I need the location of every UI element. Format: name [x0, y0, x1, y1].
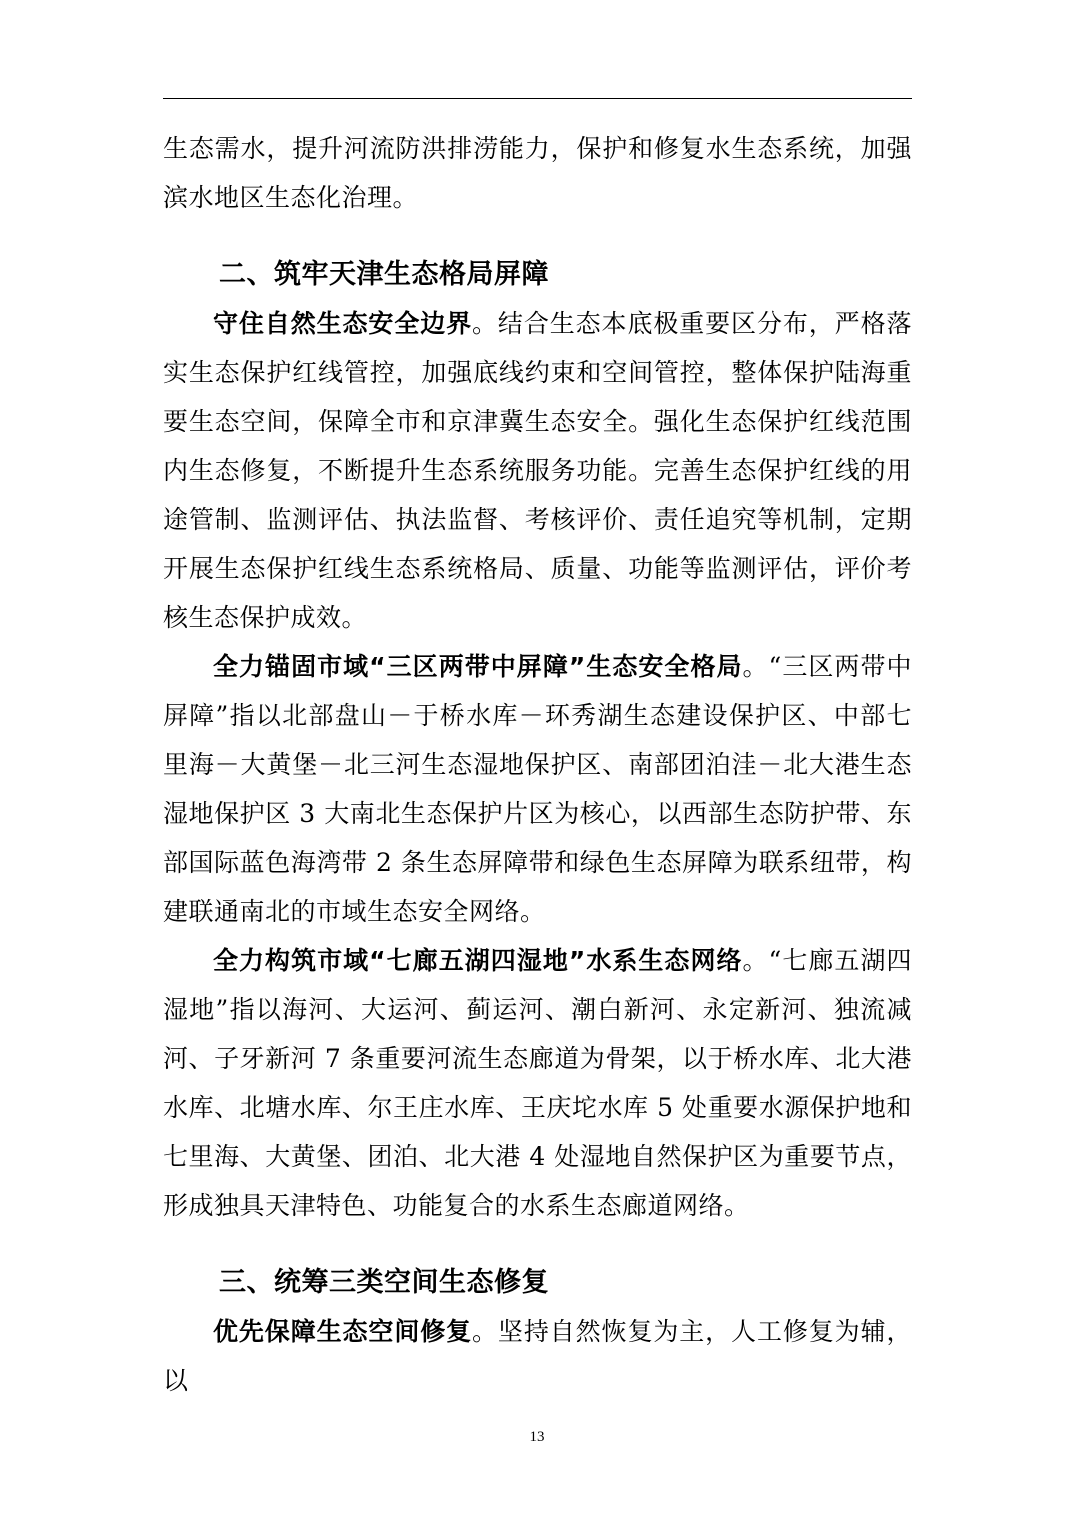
- paragraph-text: 。坚持自然恢复为主，人工修复为辅，以: [163, 1317, 912, 1395]
- page-number: 13: [529, 1429, 545, 1445]
- paragraph-text: 生态需水，提升河流防洪排涝能力，保护和修复水生态系统，加强滨水地区生态化治理。: [163, 134, 912, 212]
- continuation-paragraph: [163, 124, 912, 222]
- paragraph-text: 。结合生态本底极重要区分布，严格落实生态保护红线管控，加强底线约束和空间管控，整体保护陆海重要生态空间，保障全市和京津冀生态安全。强化生态保护红线范围内生态修复，不断提升生态系统服务功能。完善生态保护红线的用途管制、监测评估、执法监督、考核评价、责任追究等机制，定期开展生态保护红线生态系统格局、质量、功能等监测评估，评价考核生态保护成效。: [163, 309, 912, 632]
- spacer: [163, 1230, 912, 1258]
- document-body: [163, 124, 912, 1405]
- paragraph-lead: 全力构筑市域“七廊五湖四湿地”水系生态网络: [213, 946, 743, 975]
- paragraph: [163, 299, 912, 642]
- paragraph: [163, 642, 912, 936]
- spacer: [163, 222, 912, 250]
- section-heading: 二、筑牢天津生态格局屏障: [219, 259, 549, 290]
- paragraph-lead: 全力锚固市域“三区两带中屏障”生态安全格局: [213, 652, 743, 681]
- paragraph-lead: 守住自然生态安全边界: [213, 309, 473, 338]
- paragraph-text: 。“七廊五湖四湿地”指以海河、大运河、蓟运河、潮白新河、永定新河、独流减河、子牙新河 7 条重要河流生态廊道为骨架，以于桥水库、北大港水库、北塘水库、尔王庄水库、王庆坨水库 5 处重要水源保护地和七里海、大黄堡、团泊、北大港 4 处湿地自然保护区为重要节点，形成独具天津特色、功能复合的水系生态廊道网络。: [163, 946, 912, 1220]
- header-rule: [163, 98, 912, 99]
- section-heading: 三、统筹三类空间生态修复: [219, 1267, 549, 1298]
- paragraph-text: 。“三区两带中屏障”指以北部盘山－于桥水库－环秀湖生态建设保护区、中部七里海－大黄堡－北三河生态湿地保护区、南部团泊洼－北大港生态湿地保护区 3 大南北生态保护片区为核心，以西部生态防护带、东部国际蓝色海湾带 2 条生态屏障带和绿色生态屏障为联系纽带，构建联通南北的市域生态安全网络。: [163, 652, 912, 926]
- paragraph-lead: 优先保障生态空间修复: [213, 1317, 473, 1346]
- paragraph: [163, 936, 912, 1230]
- paragraph: [163, 1307, 912, 1405]
